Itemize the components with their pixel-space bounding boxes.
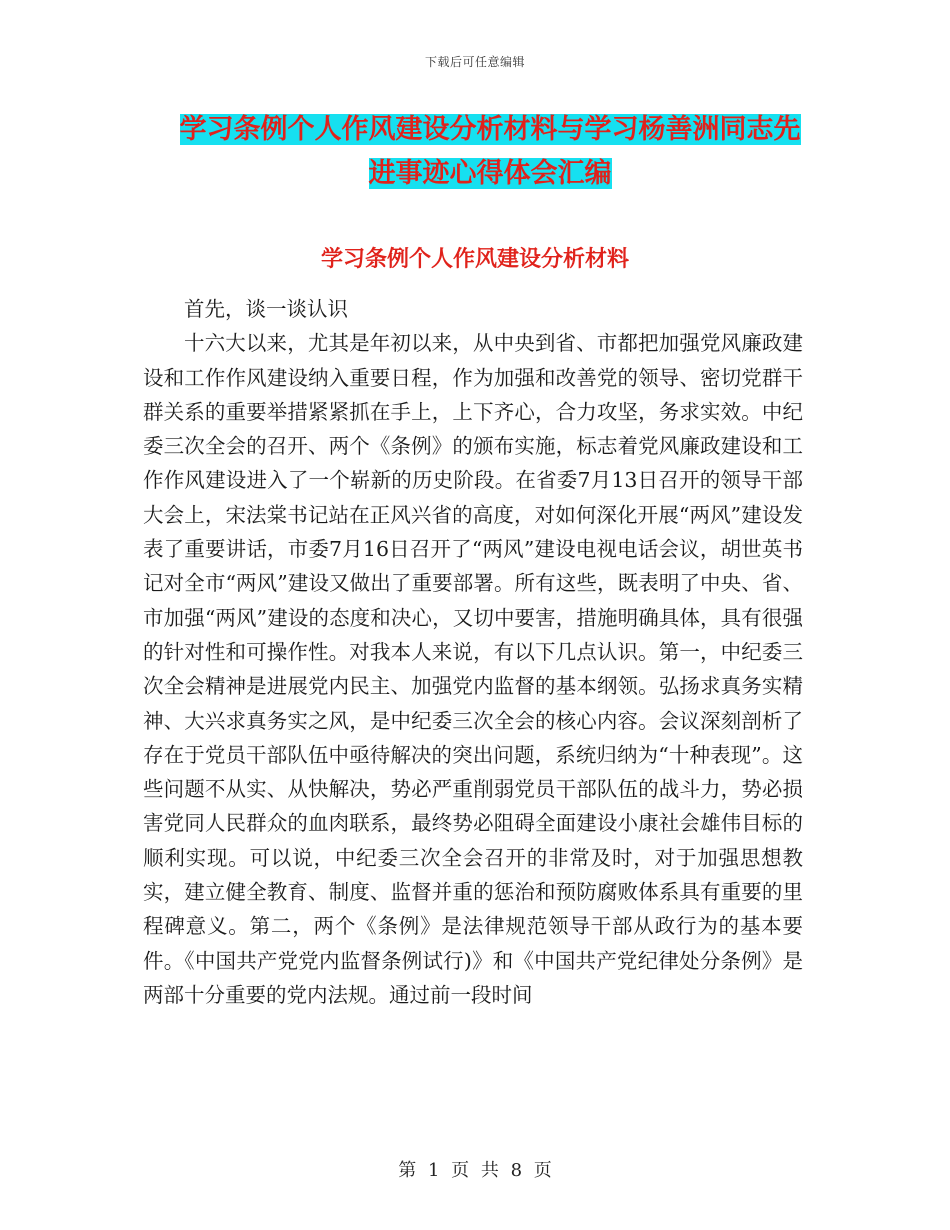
body-text (143, 292, 803, 1012)
page-header-note: 下载后可任意编辑 (424, 55, 525, 69)
document-title-line1: 学习条例个人作风建设分析材料与学习杨善洲同志先 (179, 114, 801, 145)
page-number-footer: 第 1 页 共 8 页 (398, 1160, 552, 1181)
section-title: 学习条例个人作风建设分析材料 (320, 247, 629, 272)
document-title (140, 108, 840, 196)
document-title-line2: 进事迹心得体会汇编 (368, 158, 612, 189)
paragraph-body: 十六大以来，尤其是年初以来，从中央到省、市都把加强党风廉政建设和工作作风建设纳入重要日程，作为加强和改善党的领导、密切党群干群关系的重要举措紧紧抓在手上，上下齐心，合力攻坚，务求实效。中纪委三次全会的召开、两个《条例》的颁布实施，标志着党风廉政建设和工作作风建设进入了一个崭新的历史阶段。在省委7月13日召开的领导干部大会上，宋法棠书记站在正风兴省的高度，对如何深化开展“两风”建设发表了重要讲话，市委7月16日召开了“两风”建设电视电话会议，胡世英书记对全市“两风”建设又做出了重要部署。所有这些，既表明了中央、省、市加强“两风”建设的态度和决心，又切中要害，措施明确具体，具有很强的针对性和可操作性。对我本人来说，有以下几点认识。第一，中纪委三次全会精神是进展党内民主、加强党内监督的基本纲领。弘扬求真务实精神、大兴求真务实之风，是中纪委三次全会的核心内容。会议深刻剖析了存在于党员干部队伍中亟待解决的突出问题，系统归纳为“十种表现”。这些问题不从实、从快解决，势必严重削弱党员干部队伍的战斗力，势必损害党同人民群众的血肉联系，最终势必阻碍全面建设小康社会雄伟目标的顺利实现。可以说，中纪委三次全会召开的非常及时，对于加强思想教实，建立健全教育、制度、监督并重的惩治和预防腐败体系具有重要的里程碑意义。第二，两个《条例》是法律规范领导干部从政行为的基本要件。《中国共产党党内监督条例试行)》和《中国共产党纪律处分条例》是两部十分重要的党内法规。通过前一段时间 (143, 331, 803, 1007)
paragraph-heading: 首先，谈一谈认识 (184, 297, 348, 321)
